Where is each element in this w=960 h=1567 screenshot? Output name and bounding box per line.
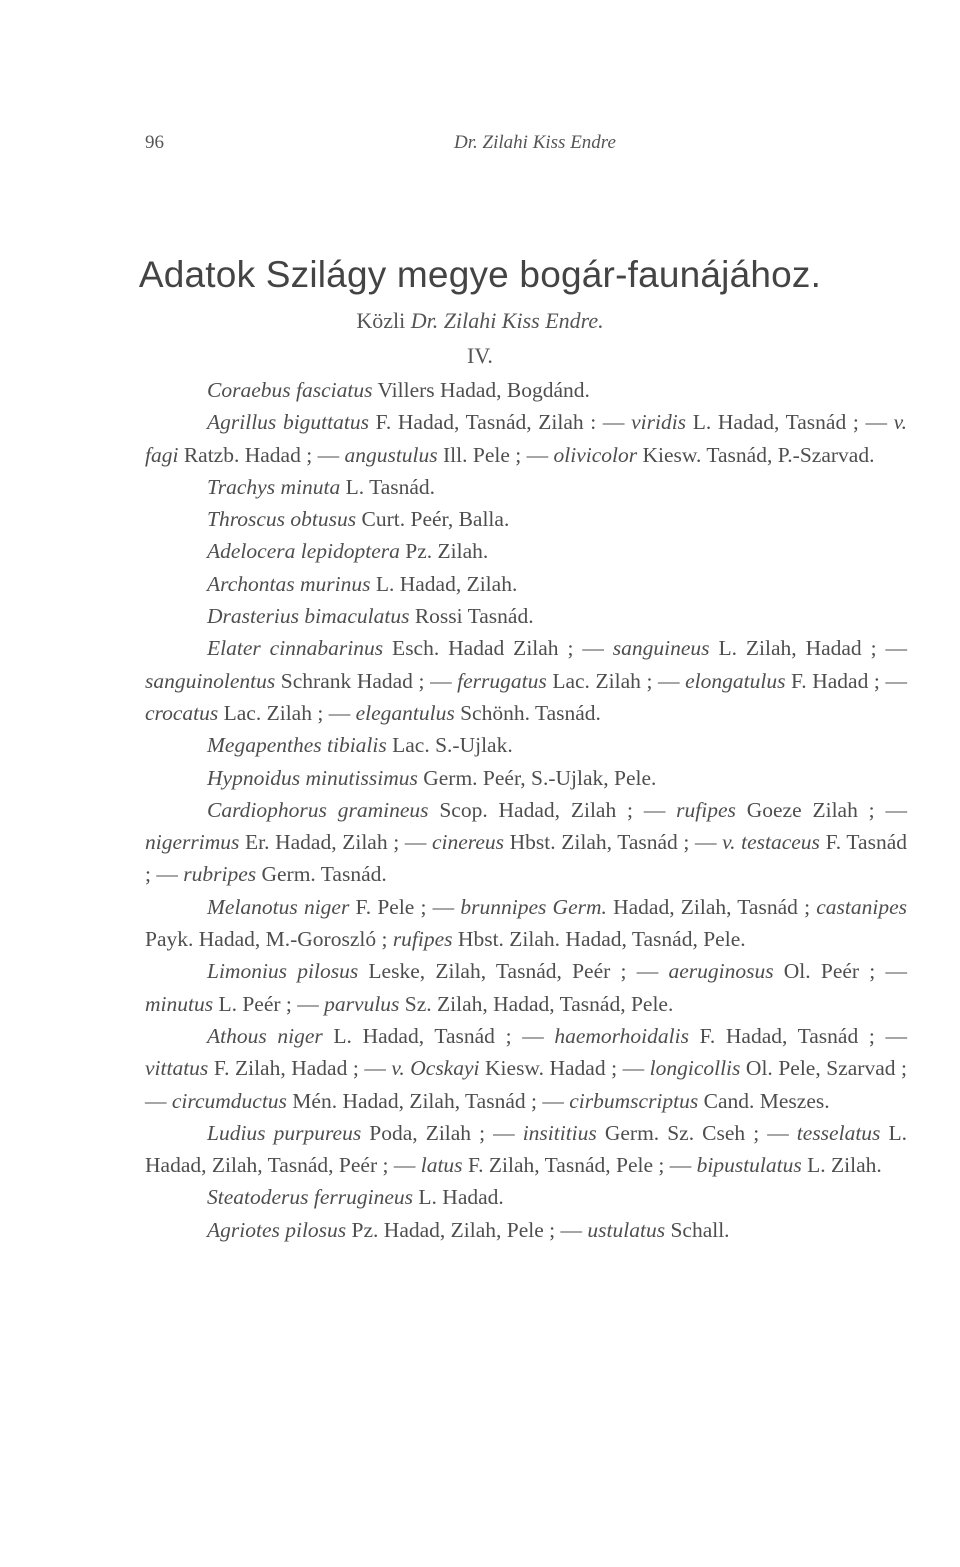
entry-text: Er. Hadad, Zilah ; — <box>239 830 432 855</box>
species-name: vittatus <box>145 1056 209 1081</box>
entry-text: F. Tasnád ; — <box>145 830 907 887</box>
species-name: circumductus <box>171 1088 287 1113</box>
species-entry <box>145 600 907 632</box>
species-name: Archontas murinus <box>207 571 371 596</box>
species-name: rufipes <box>392 927 453 952</box>
entry-text: L. Hadad, Tasnád ; — <box>322 1023 555 1048</box>
author-name: Dr. Zilahi Kiss Endre. <box>410 308 604 333</box>
entry-text: Hbst. Zilah, Tasnád ; — <box>504 830 723 855</box>
byline <box>0 308 960 334</box>
species-name: Agriotes pilosus <box>207 1217 347 1242</box>
species-name: brunnipes Germ. <box>460 894 607 919</box>
entry-text: Lac. Zilah ; — <box>546 668 686 693</box>
species-name: Adelocera lepidoptera <box>207 539 400 564</box>
species-name: cirbumscriptus <box>569 1088 699 1113</box>
entry-text: Pz. Zilah. <box>399 539 489 564</box>
entry-text: Esch. Hadad Zilah ; — <box>383 636 613 661</box>
entry-text: Cand. Meszes. <box>698 1088 830 1113</box>
entry-text: Germ. Peér, S.-Ujlak, Pele. <box>417 765 657 790</box>
entry-text: Poda, Zilah ; — <box>361 1120 523 1145</box>
species-name: nigerrimus <box>145 830 240 855</box>
section-number: IV. <box>467 343 493 368</box>
byline-prefix: Közli <box>356 308 406 333</box>
species-name: Athous niger <box>207 1023 323 1048</box>
entry-text: Rossi Tasnád. <box>409 604 534 629</box>
species-name: rubripes <box>183 862 257 887</box>
species-name: Steatoderus ferrugineus <box>207 1185 414 1210</box>
entry-text: Villers Hadad, Bogdánd. <box>372 378 590 402</box>
species-name: elegantulus <box>355 700 455 725</box>
entry-text: L. Zilah. <box>801 1153 882 1178</box>
page-number: 96 <box>145 132 164 153</box>
species-entry <box>145 891 907 956</box>
species-entry <box>145 794 907 891</box>
species-name: crocatus <box>145 700 219 725</box>
species-name: castanipes <box>816 894 908 919</box>
species-entry <box>145 729 907 761</box>
species-name: aeruginosus <box>668 959 774 984</box>
species-name: latus <box>420 1153 463 1178</box>
species-entry <box>145 503 907 535</box>
species-name: cinereus <box>431 830 504 855</box>
species-name: viridis <box>631 410 687 435</box>
entry-text: Schönh. Tasnád. <box>454 700 601 725</box>
species-name: ferrugatus <box>457 668 547 693</box>
species-entry <box>145 1214 907 1246</box>
entry-text: Curt. Peér, Balla. <box>356 507 510 532</box>
species-name: Ludius purpureus <box>207 1120 362 1145</box>
entry-text: Germ. Sz. Cseh ; — <box>596 1120 797 1145</box>
species-name: Melanotus niger <box>207 894 350 919</box>
entry-text: Ill. Pele ; — <box>437 442 554 467</box>
entry-text: F. Zilah, Tasnád, Pele ; — <box>462 1153 697 1178</box>
species-name: Throscus obtusus <box>207 507 357 532</box>
species-name: olivicolor <box>553 442 638 467</box>
species-name: v. testaceus <box>722 830 820 855</box>
entry-text: Germ. Tasnád. <box>256 862 387 887</box>
entry-text: Schall. <box>665 1217 730 1242</box>
species-name: bipustulatus <box>696 1153 802 1178</box>
species-name: longicollis <box>649 1056 741 1081</box>
species-entry <box>145 471 907 503</box>
entry-text: Kiesw. Tasnád, P.-Szarvad. <box>637 442 875 467</box>
entry-text: Leske, Zilah, Tasnád, Peér ; — <box>358 959 669 984</box>
article-title: Adatok Szilágy megye bogár-faunájához. <box>138 254 822 295</box>
entry-text: L. Hadad, Tasnád ; — <box>686 410 894 435</box>
species-name: v. fagi <box>145 410 907 467</box>
page-header <box>145 132 815 160</box>
entry-text: Ol. Pele, Szarvad ; — <box>145 1056 907 1113</box>
species-name: insititius <box>522 1120 597 1145</box>
species-name: rufipes <box>676 797 736 822</box>
species-entry <box>145 406 907 471</box>
entry-text: Ratzb. Hadad ; — <box>178 442 345 467</box>
species-entry <box>145 632 907 729</box>
entry-text: Payk. Hadad, M.-Goroszló ; <box>145 927 393 952</box>
entry-text: L. Hadad, Zilah. <box>370 571 518 596</box>
species-entry <box>145 568 907 600</box>
entry-text: Mén. Hadad, Zilah, Tasnád ; — <box>286 1088 570 1113</box>
entry-text: F. Pele ; — <box>349 894 461 919</box>
species-name: Megapenthes tibialis <box>207 733 387 758</box>
species-entry <box>145 1117 907 1182</box>
species-name: parvulus <box>324 991 400 1016</box>
species-name: minutus <box>145 991 214 1016</box>
species-entry <box>145 535 907 567</box>
entry-text: L. Zilah, Hadad ; — <box>709 636 907 661</box>
entry-text: Goeze Zilah ; — <box>735 797 907 822</box>
species-name: Trachys minuta <box>207 474 341 499</box>
species-entry <box>145 1181 907 1213</box>
entry-text: Sz. Zilah, Hadad, Tasnád, Pele. <box>399 991 674 1016</box>
species-name: sanguineus <box>612 636 710 661</box>
entry-text: Ol. Peér ; — <box>773 959 907 984</box>
species-entry <box>145 1020 907 1117</box>
species-entry <box>145 762 907 794</box>
species-name: Drasterius bimaculatus <box>207 604 410 629</box>
entry-text: L. Hadad. <box>413 1185 504 1210</box>
species-name: sanguinolentus <box>145 668 276 693</box>
species-name: Hypnoidus minutissimus <box>207 765 418 790</box>
entry-text: F. Zilah, Hadad ; — <box>208 1056 392 1081</box>
species-name: Agrillus biguttatus <box>207 410 369 435</box>
species-name: haemorhoidalis <box>554 1023 689 1048</box>
entry-text: L. Hadad, Zilah, Tasnád, Peér ; — <box>145 1120 907 1178</box>
entry-text: Kiesw. Hadad ; — <box>479 1056 650 1081</box>
entry-text: F. Hadad ; — <box>785 668 907 693</box>
species-list <box>145 374 907 1246</box>
species-name: angustulus <box>344 442 438 467</box>
entry-text: Hadad, Zilah, Tasnád ; <box>606 894 817 919</box>
species-name: tesselatus <box>796 1120 881 1145</box>
species-name: Elater cinnabarinus <box>207 636 384 661</box>
species-name: Coraebus fasciatus <box>207 378 373 402</box>
running-title: Dr. Zilahi Kiss Endre <box>454 132 616 153</box>
species-name: v. Ocskayi <box>391 1056 480 1081</box>
species-name: Cardiophorus gramineus <box>207 797 429 822</box>
entry-text: L. Tasnád. <box>340 474 436 499</box>
entry-text: Pz. Hadad, Zilah, Pele ; — <box>346 1217 588 1242</box>
entry-text: Hbst. Zilah. Hadad, Tasnád, Pele. <box>452 927 746 952</box>
entry-text: Lac. Zilah ; — <box>218 700 356 725</box>
species-entry <box>145 374 907 406</box>
entry-text: Lac. S.-Ujlak. <box>386 733 513 758</box>
species-name: ustulatus <box>587 1217 666 1242</box>
species-name: elongatulus <box>685 668 786 693</box>
entry-text: F. Hadad, Tasnád, Zilah : — <box>368 410 632 435</box>
entry-text: L. Peér ; — <box>213 991 325 1016</box>
species-name: Limonius pilosus <box>207 959 359 984</box>
entry-text: Scop. Hadad, Zilah ; — <box>428 797 677 822</box>
entry-text: F. Hadad, Tasnád ; — <box>688 1023 907 1048</box>
entry-text: Schrank Hadad ; — <box>275 668 458 693</box>
species-entry <box>145 955 907 1020</box>
